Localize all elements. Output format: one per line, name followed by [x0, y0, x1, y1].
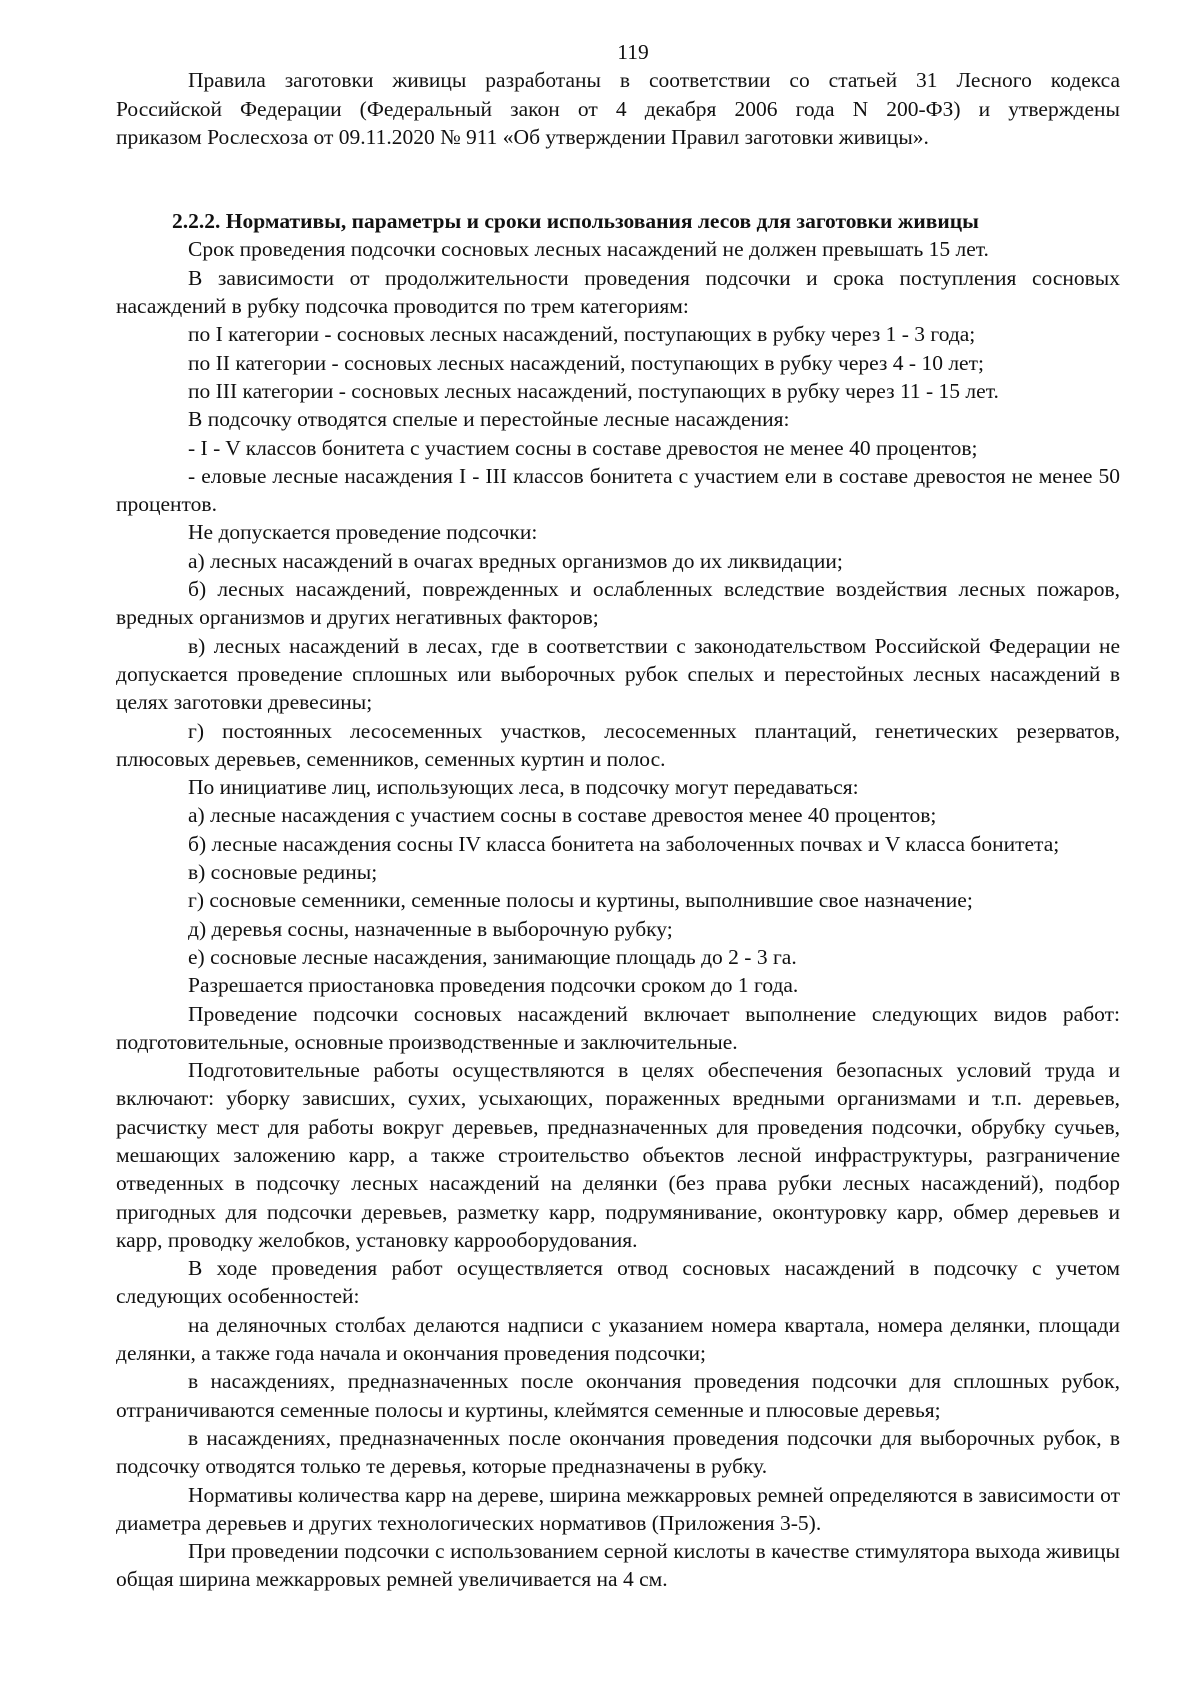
- paragraph: Подготовительные работы осуществляются в целях обеспечения безопасных условий труда и включают: уборку зависших, сухих, усыхающих, пораженных вредными организмами и т.п. деревьев, расчистку мест для работы вокруг деревьев, предназначенных для проведения подсочки, обрубку сучьев, мешающих заложению карр, а также строительство объектов лесной инфраструктуры, разграничение отведенных в подсочку лесных насаждений на делянки (без права рубки лесных насаждений), подбор пригодных для подсочки деревьев, разметку карр, подрумянивание, оконтуровку карр, обмер деревьев и карр, проводку желобков, установку каррооборудования.: [116, 1058, 1120, 1252]
- paragraph: Нормативы количества карр на дереве, ширина межкарровых ремней определяются в зависимости от диаметра деревьев и других технологических нормативов (Приложения 3-5).: [116, 1482, 1120, 1535]
- paragraph: Срок проведения подсочки сосновых лесных насаждений не должен превышать 15 лет.: [188, 237, 989, 262]
- page-number: 119: [617, 40, 649, 64]
- section-body: [116, 235, 1120, 1593]
- list-item: в) лесных насаждений в лесах, где в соответствии с законодательством Российской Федерации не допускается проведение сплошных или выборочных рубок спелых и перестойных лесных насаждений в целях заготовки древесины;: [116, 633, 1120, 715]
- paragraph: При проведении подсочки с использованием серной кислоты в качестве стимулятора выхода живицы общая ширина межкарровых ремней увеличивается на 4 см.: [116, 1539, 1120, 1592]
- list-item: - I - V классов бонитета с участием сосны в составе древостоя не менее 40 процентов;: [188, 435, 978, 460]
- list-item: а) лесных насаждений в очагах вредных организмов до их ликвидации;: [188, 548, 843, 573]
- paragraph: В зависимости от продолжительности проведения подсочки и срока поступления сосновых насаждений в рубку подсочка проводится по трем категориям:: [116, 265, 1120, 319]
- list-item: б) лесные насаждения сосны IV класса бонитета на заболоченных почвах и V класса бонитета;: [188, 831, 1060, 856]
- paragraph: Не допускается проведение подсочки:: [188, 520, 538, 545]
- list-item: в насаждениях, предназначенных после окончания проведения подсочки для выборочных рубок, в подсочку отводятся только те деревья, которые предназначены в рубку.: [116, 1425, 1120, 1479]
- list-item: по III категории - сосновых лесных насаждений, поступающих в рубку через 11 - 15 лет.: [188, 378, 999, 403]
- intro-paragraph: [116, 66, 1120, 151]
- list-item: д) деревья сосны, назначенные в выборочную рубку;: [188, 916, 673, 941]
- list-item: по I категории - сосновых лесных насаждений, поступающих в рубку через 1 - 3 года;: [188, 322, 976, 347]
- paragraph: В подсочку отводятся спелые и перестойные лесные насаждения:: [188, 407, 790, 432]
- list-item: а) лесные насаждения с участием сосны в составе древостоя менее 40 процентов;: [188, 803, 937, 828]
- paragraph: Разрешается приостановка проведения подсочки сроком до 1 года.: [188, 973, 799, 998]
- list-item: по II категории - сосновых лесных насаждений, поступающих в рубку через 4 - 10 лет;: [188, 350, 984, 375]
- list-item: г) сосновые семенники, семенные полосы и куртины, выполнившие свое назначение;: [188, 888, 973, 913]
- list-item: в) сосновые редины;: [188, 860, 378, 885]
- list-item: - еловые лесные насаждения I - III классов бонитета с участием ели в составе древостоя не менее 50 процентов.: [116, 463, 1120, 517]
- list-item: г) постоянных лесосеменных участков, лесосеменных плантаций, генетических резерватов, плюсовых деревьев, семенников, семенных куртин и полос.: [116, 718, 1120, 771]
- paragraph: Проведение подсочки сосновых насаждений включает выполнение следующих видов работ: подготовительные, основные производственные и заключительные.: [116, 1001, 1120, 1054]
- list-item: б) лесных насаждений, поврежденных и ослабленных вследствие воздействия лесных пожаров, вредных организмов и других негативных факторов;: [116, 577, 1120, 630]
- list-item: в насаждениях, предназначенных после окончания проведения подсочки для сплошных рубок, отграничиваются семенные полосы и куртины, клеймятся семенные и плюсовые деревья;: [116, 1369, 1120, 1422]
- list-item: е) сосновые лесные насаждения, занимающие площадь до 2 - 3 га.: [188, 944, 797, 969]
- intro-line: Российской Федерации (Федеральный закон от 4 декабря 2006 года N 200-ФЗ) и утверждены: [116, 96, 1120, 121]
- paragraph: В ходе проведения работ осуществляется отвод сосновых насаждений в подсочку с учетом следующих особенностей:: [116, 1256, 1120, 1309]
- intro-line: Правила заготовки живицы разработаны в соответствии со статьей 31 Лесного кодекса: [188, 68, 1120, 93]
- paragraph: По инициативе лиц, использующих леса, в подсочку могут передаваться:: [188, 775, 859, 800]
- section-heading: 2.2.2. Нормативы, параметры и сроки использования лесов для заготовки живицы: [172, 209, 979, 234]
- list-item: на деляночных столбах делаются надписи с указанием номера квартала, номера делянки, площади делянки, а также года начала и окончания проведения подсочки;: [116, 1312, 1120, 1366]
- intro-line: приказом Рослесхоза от 09.11.2020 № 911 «Об утверждении Правил заготовки живицы».: [116, 124, 929, 149]
